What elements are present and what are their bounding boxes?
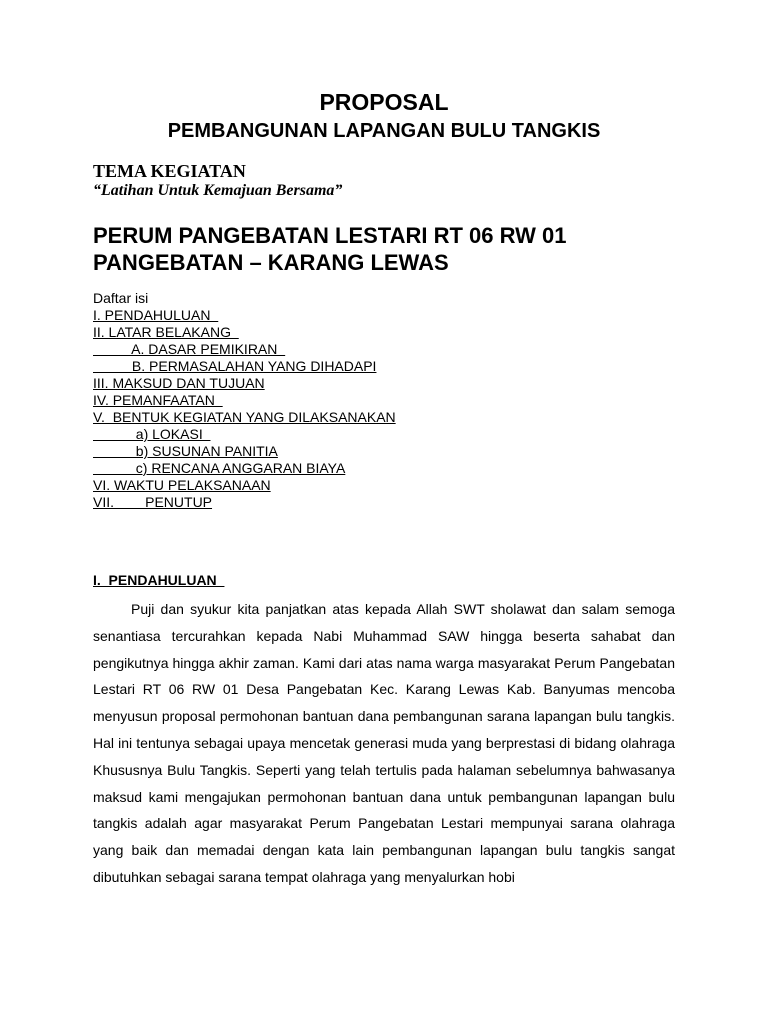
toc-item[interactable]: c) RENCANA ANGGARAN BIAYA — [93, 460, 346, 476]
toc-item[interactable]: IV. PEMANFAATAN — [93, 392, 223, 408]
tema-quote: “Latihan Untuk Kemajuan Bersama” — [93, 182, 343, 199]
document-title: PROPOSAL — [319, 89, 449, 115]
section-paragraph: Puji dan syukur kita panjatkan atas kepada Allah SWT sholawat dan salam semoga senantiasa tercurahkan kepada Nabi Muhammad SAW hingga beserta sahabat dan pengikutnya hingga akhir zaman. Kami dari atas nama warga masyarakat Perum Pangebatan Lestari RT 06 RW 01 Desa Pangebatan Kec. Karang Lewas Kab. Banyumas mencoba menyusun proposal permohonan bantuan dana pembangunan sarana lapangan bulu tangkis. Hal ini tentunya sebagai upaya mencetak generasi muda yang berprestasi di bidang olahraga Khususnya Bulu Tangkis. Seperti yang telah tertulis pada halaman sebelumnya bahwasanya maksud kami mengajukan permohonan bantuan dana untuk pembangunan lapangan bulu tangkis adalah agar masyarakat Perum Pangebatan Lestari mempunyai sarana olahraga yang baik dan memadai dengan kata lain pembangunan lapangan bulu tangkis sangat dibutuhkan sebagai sarana tempat olahraga yang menyalurkan hobi — [93, 601, 675, 885]
toc-item[interactable]: B. PERMASALAHAN YANG DIHADAPI — [93, 358, 377, 374]
document-subtitle: PEMBANGUNAN LAPANGAN BULU TANGKIS — [167, 120, 601, 142]
table-of-contents — [93, 290, 396, 511]
toc-item[interactable]: VI. WAKTU PELAKSANAAN — [93, 477, 271, 493]
location-heading — [93, 222, 566, 276]
toc-item[interactable]: a) LOKASI — [93, 426, 211, 442]
toc-item[interactable]: II. LATAR BELAKANG — [93, 324, 239, 340]
tema-label: TEMA KEGIATAN — [93, 161, 246, 181]
toc-item[interactable]: b) SUSUNAN PANITIA — [93, 443, 278, 459]
location-line-1: PERUM PANGEBATAN LESTARI RT 06 RW 01 — [93, 223, 567, 248]
toc-item[interactable]: VII. PENUTUP — [93, 494, 213, 510]
toc-item[interactable]: III. MAKSUD DAN TUJUAN — [93, 375, 265, 391]
section-heading-pendahuluan: I. PENDAHULUAN — [93, 572, 225, 588]
location-line-2: PANGEBATAN – KARANG LEWAS — [93, 250, 449, 275]
toc-item[interactable]: V. BENTUK KEGIATAN YANG DILAKSANAKAN — [93, 409, 396, 425]
toc-heading: Daftar isi — [93, 290, 149, 306]
toc-item[interactable]: I. PENDAHULUAN — [93, 307, 219, 323]
toc-item[interactable]: A. DASAR PEMIKIRAN — [93, 341, 286, 357]
